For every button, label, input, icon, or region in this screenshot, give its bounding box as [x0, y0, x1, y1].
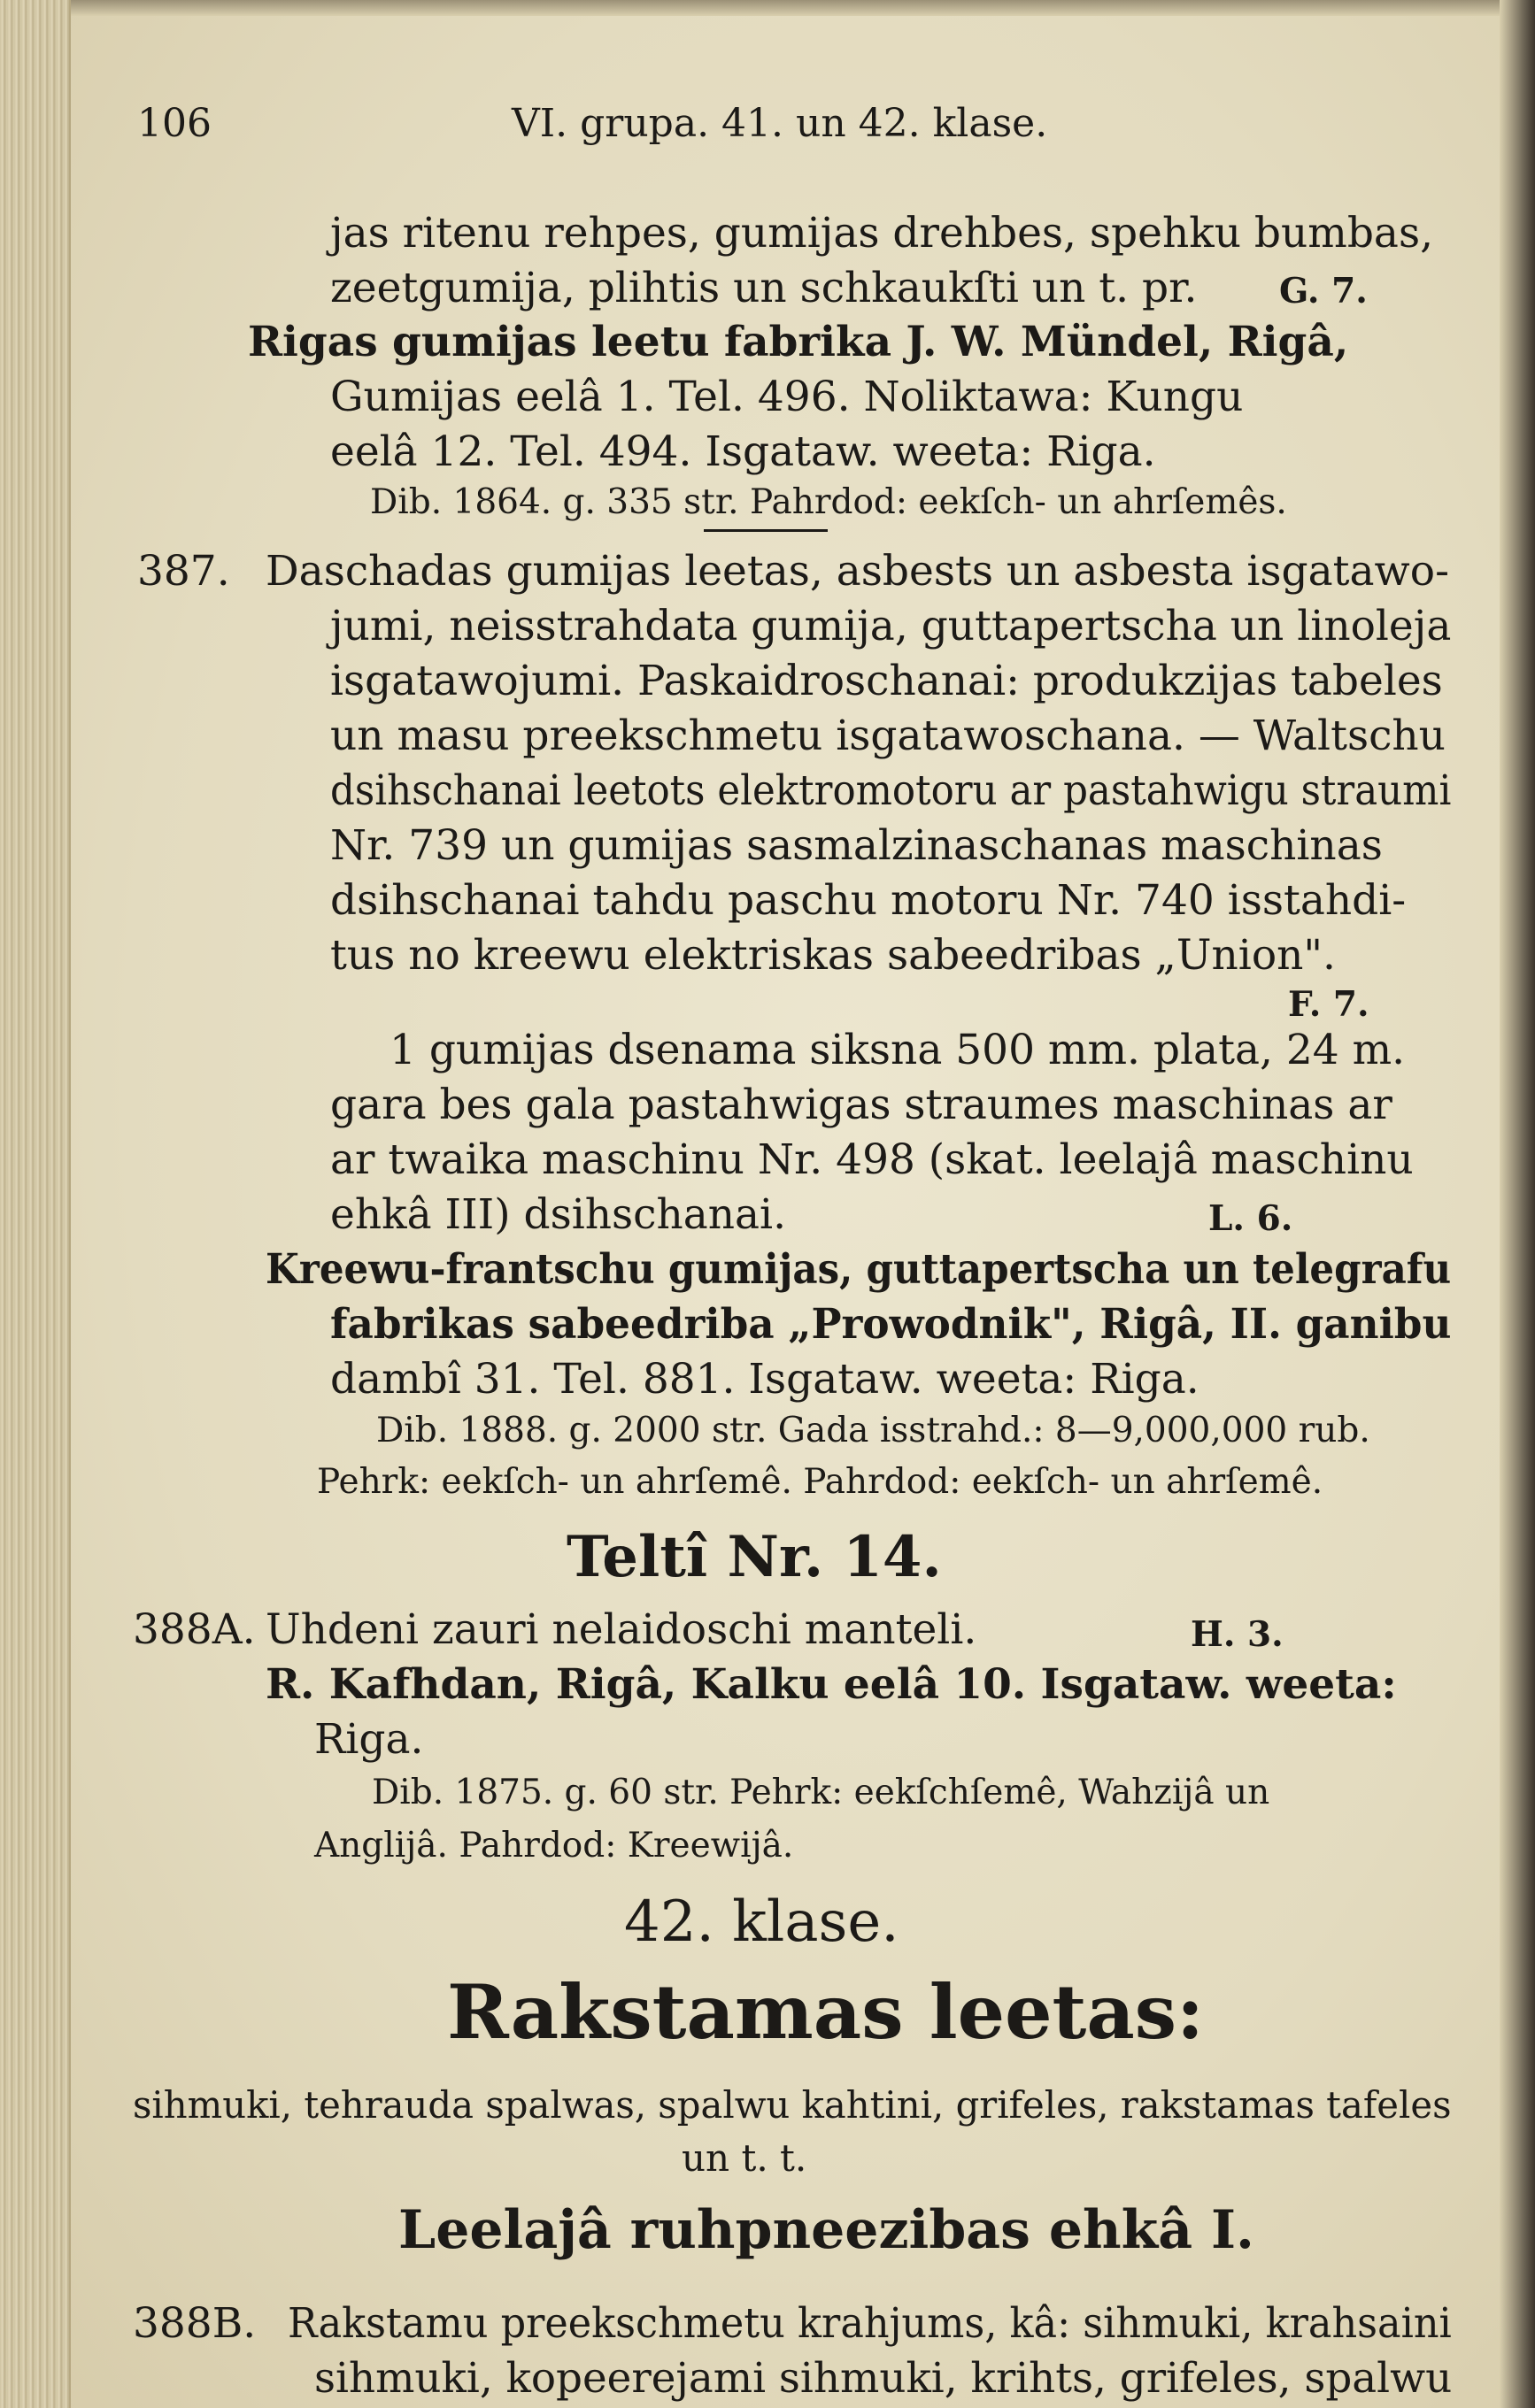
company-line: Rigas gumijas leetu fabrika J. W. Mündel, Rigâ, — [248, 318, 1349, 366]
running-title: VI. grupa. 41. un 42. klase. — [512, 101, 1048, 146]
text-line: gara bes gala pastahwigas straumes maschinas ar — [330, 1081, 1392, 1129]
text-line: Daschadas gumijas leetas, asbests un asbesta isgatawo- — [266, 547, 1449, 596]
text-line: 1 gumijas dsenama siksna 500 mm. plata, 24 m. — [390, 1026, 1406, 1074]
text-line: dambî 31. Tel. 881. Isgataw. weeta: Riga. — [330, 1355, 1199, 1404]
grade-label: L. 6. — [1208, 1198, 1293, 1239]
text-line: dsihschanai leetots elektromotoru ar pastahwigu straumi — [330, 766, 1452, 815]
text-line: isgatawojumi. Paskaidroschanai: produkzijas tabeles — [330, 657, 1443, 705]
grade-label: F. 7. — [1288, 984, 1369, 1025]
class-description: un t. t. — [682, 2136, 807, 2180]
class-description: sihmuki, tehrauda spalwas, spalwu kahtini, grifeles, rakstamas tafeles — [133, 2083, 1452, 2127]
company-line: Kreewu-frantschu gumijas, guttapertscha un telegrafu — [266, 1245, 1452, 1294]
section-heading: Teltî Nr. 14. — [567, 1524, 942, 1590]
company-line: fabrikas sabeedriba „Prowodnik", Rigâ, II. ganibu — [330, 1300, 1452, 1349]
page-top-edge — [0, 0, 1535, 16]
text-line: Dib. 1875. g. 60 str. Pehrk: eekſchſemê, Wahzijâ un — [372, 1773, 1270, 1812]
page-number: 106 — [137, 101, 212, 146]
grade-label: H. 3. — [1191, 1614, 1284, 1655]
text-line: ehkâ III) dsihschanai. — [330, 1190, 787, 1239]
company-line: R. Kafhdan, Rigâ, Kalku eelâ 10. Isgataw. weeta: — [266, 1660, 1397, 1709]
entry-number: 388A. — [133, 1605, 256, 1654]
text-line: Anglijâ. Pahrdod: Kreewijâ. — [314, 1826, 794, 1866]
grade-label: G. 7. — [1279, 271, 1368, 312]
class-heading: Rakstamas leetas: — [447, 1968, 1205, 2056]
section-heading: Leelajâ ruhpneezibas ehkâ I. — [398, 2199, 1254, 2261]
text-line: Nr. 739 un gumijas sasmalzinaschanas maschinas — [330, 821, 1383, 870]
text-line: Uhdeni zauri nelaidoschi manteli. — [266, 1605, 977, 1654]
text-line: sihmuki, kopeerejami sihmuki, krihts, grifeles, spalwu — [314, 2354, 1453, 2403]
text-line: un masu preekschmetu isgatawoschana. — Waltschu — [330, 712, 1446, 760]
divider-rule — [704, 529, 828, 532]
class-title: 42. klase. — [624, 1889, 899, 1955]
text-line: eelâ 12. Tel. 494. Isgataw. weeta: Riga. — [330, 427, 1156, 476]
page-right-edge — [1500, 0, 1535, 2408]
text-line: Dib. 1864. g. 335 str. Pahrdod: eekſch- un ahrſemês. — [370, 482, 1287, 522]
text-line: jas ritenu rehpes, gumijas drehbes, spehku bumbas, — [330, 209, 1434, 258]
text-line: Dib. 1888. g. 2000 str. Gada isstrahd.: 8—9,000,000 rub. — [376, 1411, 1370, 1450]
text-line: dsihschanai tahdu paschu motoru Nr. 740 isstahdi- — [330, 876, 1407, 925]
text-line: zeetgumija, plihtis un schkaukſti un t. pr. — [330, 264, 1198, 312]
text-line: tus no kreewu elektriskas sabeedribas „Union". — [330, 931, 1336, 980]
text-line: Pehrk: eekſch- un ahrſemê. Pahrdod: eekſch- un ahrſemê. — [317, 1462, 1323, 1502]
text-line: Gumijas eelâ 1. Tel. 496. Noliktawa: Kungu — [330, 373, 1244, 421]
text-line: Riga. — [314, 1715, 424, 1764]
entry-number: 387. — [137, 547, 230, 596]
entry-number: 388B. — [133, 2299, 257, 2348]
text-line: Rakstamu preekschmetu krahjums, kâ: sihmuki, krahsaini — [288, 2299, 1452, 2348]
page-stack-edge — [0, 0, 71, 2408]
text-line: jumi, neisstrahdata gumija, guttapertscha un linoleja — [330, 602, 1452, 650]
text-line: ar twaika maschinu Nr. 498 (skat. leelajâ maschinu — [330, 1135, 1414, 1184]
